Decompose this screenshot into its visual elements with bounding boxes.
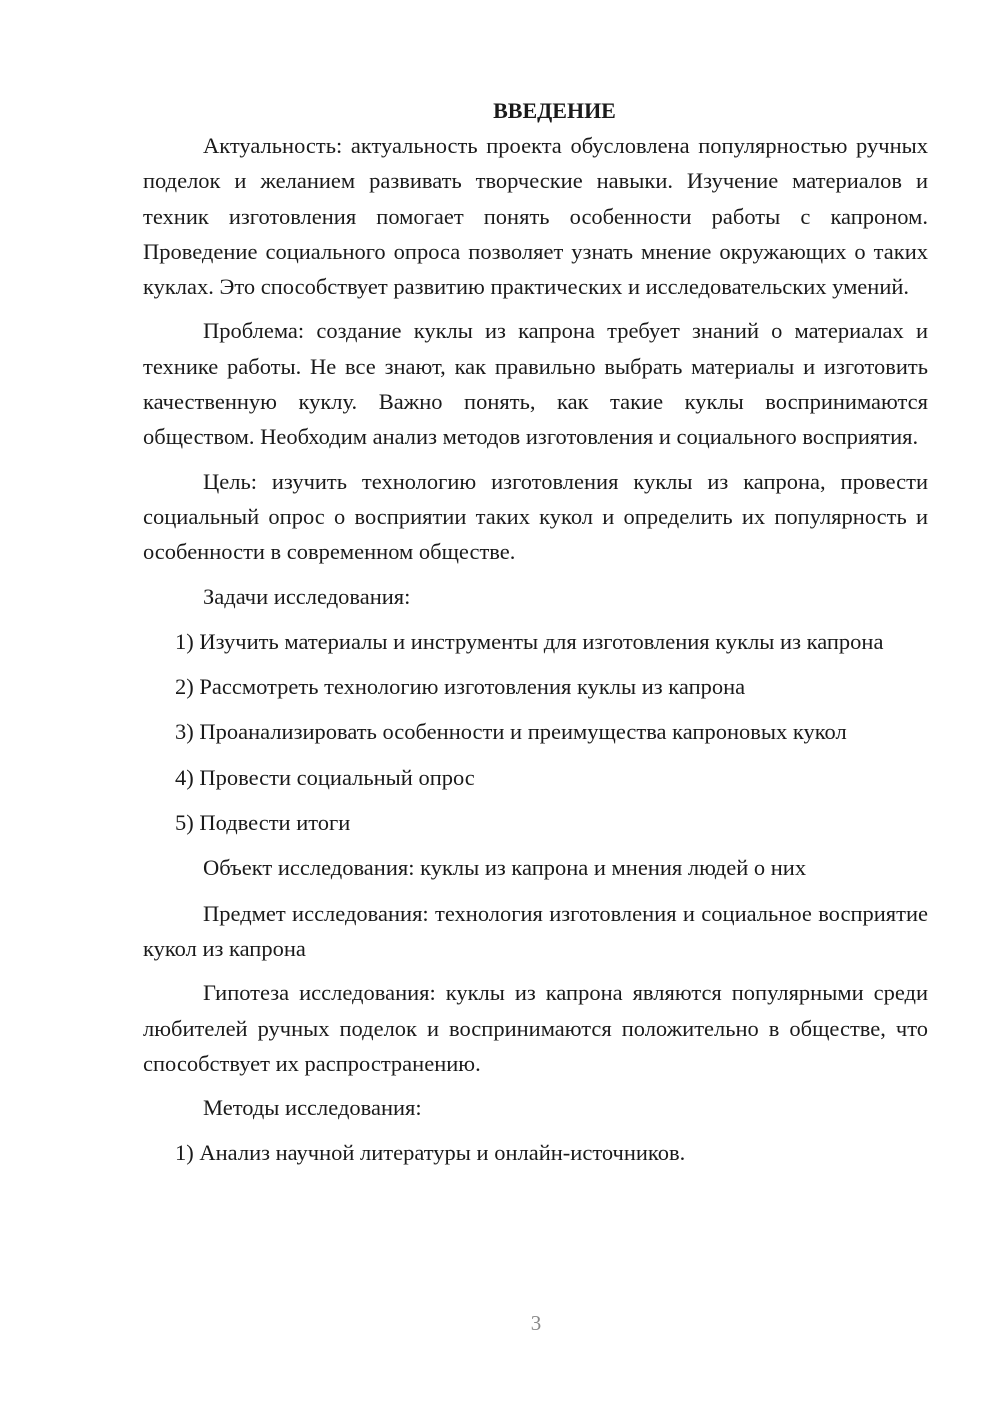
methods-heading: Методы исследования: [203,1095,422,1121]
task-item: 3) Проанализировать особенности и преимущества капроновых кукол [175,719,847,745]
document-title: ВВЕДЕНИЕ [493,98,616,123]
relevance-paragraph: Актуальность: актуальность проекта обусловлена популярностью ручных поделок и желанием развивать творческие навыки. Изучение материалов и техник изготовления помогает понять особенности работы с капроном. Проведение социального опроса позволяет узнать мнение окружающих о таких куклах. Это способствует развитию практических и исследовательских умений. [143,133,928,300]
hypothesis-paragraph: Гипотеза исследования: куклы из капрона являются популярными среди любителей ручных поделок и воспринимаются положительно в обществе, что способствует их распространению. [143,980,928,1076]
task-item: 5) Подвести итоги [175,810,351,836]
task-item: 4) Провести социальный опрос [175,764,475,790]
goal-paragraph: Цель: изучить технологию изготовления куклы из капрона, провести социальный опрос о восприятии таких кукол и определить их популярность и особенности в современном обществе. [143,468,928,565]
document-page [143,93,928,1171]
object-paragraph: Объект исследования: куклы из капрона и мнения людей о них [203,855,807,881]
task-item: 2) Рассмотреть технологию изготовления куклы из капрона [175,674,746,700]
problem-paragraph: Проблема: создание куклы из капрона требует знаний о материалах и технике работы. Не все знают, как правильно выбрать материалы и изготовить качественную куклу. Важно понять, как такие куклы воспринимаются обществом. Необходим анализ методов изготовления и социального восприятия. [143,318,928,450]
page-number: 3 [530,1311,542,1335]
subject-paragraph: Предмет исследования: технология изготовления и социальное восприятие кукол из капрона [143,900,928,961]
method-item: 1) Анализ научной литературы и онлайн-источников. [175,1140,686,1166]
task-item: 1) Изучить материалы и инструменты для изготовления куклы из капрона [175,628,884,654]
tasks-heading: Задачи исследования: [203,583,411,609]
